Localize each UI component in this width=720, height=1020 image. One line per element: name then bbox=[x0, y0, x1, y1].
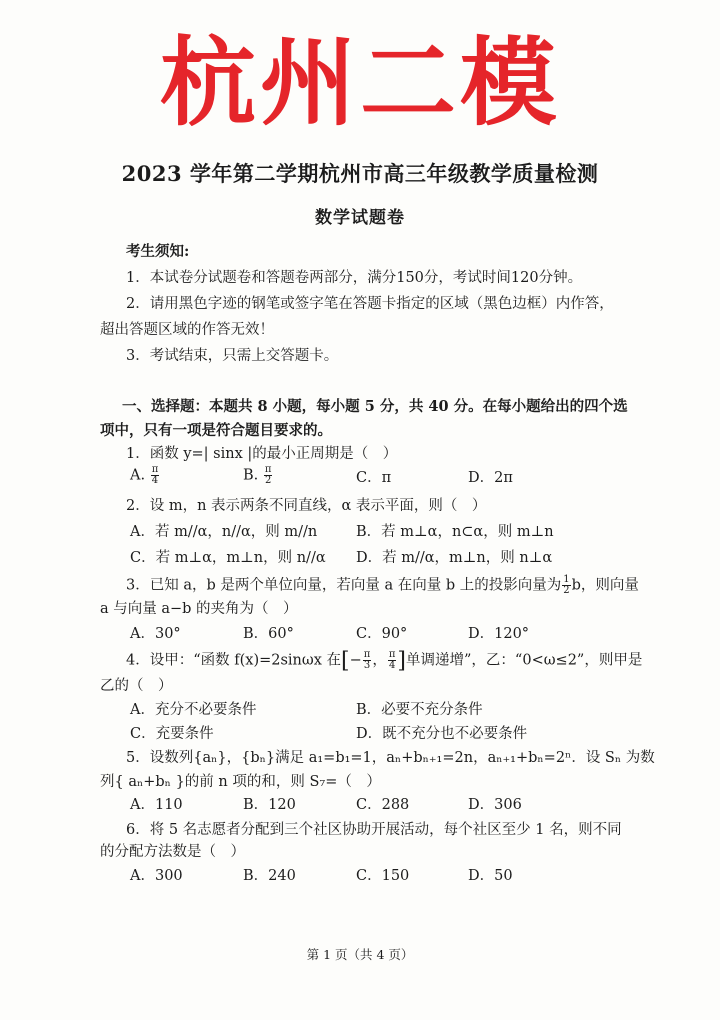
q3-stem-post: b，则向量 bbox=[571, 577, 639, 594]
q1-option-b-fraction bbox=[264, 465, 273, 486]
q4-upper-den: 4 bbox=[388, 660, 396, 671]
notice-item-2-cont: 超出答题区域的作答无效！ bbox=[100, 322, 274, 338]
notice-item-3: 3．考试结束，只需上交答题卡。 bbox=[126, 348, 339, 364]
q1-option-a-den: 4 bbox=[151, 475, 159, 486]
q2-option-d: D．若 m//α，m⊥n，则 n⊥α bbox=[356, 550, 553, 566]
q5-option-c: C．288 bbox=[356, 797, 410, 813]
q4-stem-post: 单调递增”，乙：“0<ω≤2”，则甲是 bbox=[406, 652, 643, 669]
q3-frac-den: 2 bbox=[563, 585, 570, 596]
q4-lower-num: π bbox=[363, 649, 371, 660]
q1-option-c: C．π bbox=[356, 470, 392, 486]
q4-right-bracket: ] bbox=[397, 648, 407, 674]
q4-stem-cont: 乙的（ ） bbox=[100, 678, 173, 694]
q3-option-c: C．90° bbox=[356, 626, 408, 642]
q5-stem-cont: 列{ aₙ+bₙ }的前 n 项的和，则 S₇=（ ） bbox=[100, 774, 381, 790]
q4-upper-fraction bbox=[388, 650, 397, 671]
q1-option-b-label: B. bbox=[243, 467, 259, 484]
q1-stem: 1．函数 y=| sinx |的最小正周期是（ ） bbox=[126, 446, 398, 462]
q4-lower-den: 3 bbox=[363, 660, 371, 671]
q3-option-b: B．60° bbox=[243, 626, 294, 642]
q3-stem-cont: a 与向量 a−b 的夹角为（ ） bbox=[100, 601, 298, 617]
q4-option-a: A．充分不必要条件 bbox=[130, 702, 257, 718]
q6-option-a: A．300 bbox=[130, 868, 183, 884]
q6-stem-cont: 的分配方法数是（ ） bbox=[100, 844, 245, 860]
q1-option-b-den: 2 bbox=[264, 475, 272, 486]
notice-heading: 考生须知: bbox=[126, 243, 190, 260]
q4-stem-pre: 4．设甲：“函数 f(x)=2sinωx 在 bbox=[126, 652, 342, 669]
section-heading: 一、选择题：本题共 8 小题，每小题 5 分，共 40 分。在每小题给出的四个选 bbox=[122, 398, 628, 415]
q4-stem bbox=[126, 650, 642, 672]
q5-option-b: B．120 bbox=[243, 797, 296, 813]
q1-option-a-label: A. bbox=[130, 467, 146, 484]
notice-item-2: 2．请用黑色字迹的钢笔或签字笔在答题卡指定的区域（黑色边框）内作答， bbox=[126, 296, 614, 312]
q4-option-d: D．既不充分也不必要条件 bbox=[356, 726, 528, 742]
q1-option-d: D．2π bbox=[468, 470, 513, 486]
q6-option-b: B．240 bbox=[243, 868, 296, 884]
q2-option-a: A．若 m//α，n//α，则 m//n bbox=[130, 524, 318, 540]
q3-stem bbox=[126, 575, 639, 596]
q4-left-bracket: [ bbox=[341, 648, 350, 674]
q3-fraction bbox=[562, 575, 570, 596]
banner-title: 杭州二模 bbox=[160, 27, 560, 139]
q4-upper-num: π bbox=[388, 649, 396, 660]
notice-item-1: 1．本试卷分试题卷和答题卷两部分，满分150分，考试时间120分钟。 bbox=[126, 270, 583, 286]
q4-lower-sign: − bbox=[349, 652, 362, 669]
q5-stem: 5．设数列{aₙ}，{bₙ}满足 a₁=b₁=1，aₙ+bₙ₊₁=2n，aₙ₊₁+bₙ=2ⁿ．设 Sₙ 为数 bbox=[126, 750, 655, 766]
q6-option-c: C．150 bbox=[356, 868, 410, 884]
subject-title: 数学试题卷 bbox=[315, 208, 405, 228]
q3-stem-pre: 3．已知 a，b 是两个单位向量，若向量 a 在向量 b 上的投影向量为 bbox=[126, 577, 562, 594]
q4-lower-fraction bbox=[363, 650, 372, 671]
q1-option-a-fraction bbox=[151, 465, 160, 486]
q3-option-d: D．120° bbox=[468, 626, 530, 642]
q2-option-b: B．若 m⊥α，n⊂α，则 m⊥n bbox=[356, 524, 554, 540]
q2-option-c: C．若 m⊥α，m⊥n，则 n//α bbox=[130, 550, 326, 566]
exam-title: 2023 学年第二学期杭州市高三年级教学质量检测 bbox=[121, 161, 599, 186]
q3-frac-num: 1 bbox=[563, 574, 570, 585]
q5-option-a: A．110 bbox=[130, 797, 183, 813]
q4-interval-comma: ， bbox=[372, 652, 387, 669]
q5-option-d: D．306 bbox=[468, 797, 522, 813]
page-footer: 第 1 页（共 4 页） bbox=[306, 947, 414, 962]
q1-option-b bbox=[243, 465, 273, 486]
q2-stem: 2．设 m，n 表示两条不同直线，α 表示平面，则（ ） bbox=[126, 498, 487, 514]
q1-option-b-num: π bbox=[264, 464, 272, 475]
q1-option-a bbox=[130, 465, 160, 486]
q1-option-a-num: π bbox=[151, 464, 159, 475]
q6-option-d: D．50 bbox=[468, 868, 513, 884]
q3-option-a: A．30° bbox=[130, 626, 181, 642]
q4-option-c: C．充要条件 bbox=[130, 726, 214, 742]
q6-stem: 6．将 5 名志愿者分配到三个社区协助开展活动，每个社区至少 1 名，则不同 bbox=[126, 822, 622, 838]
q4-option-b: B．必要不充分条件 bbox=[356, 702, 483, 718]
section-heading-cont: 项中，只有一项是符合题目要求的。 bbox=[100, 422, 332, 439]
